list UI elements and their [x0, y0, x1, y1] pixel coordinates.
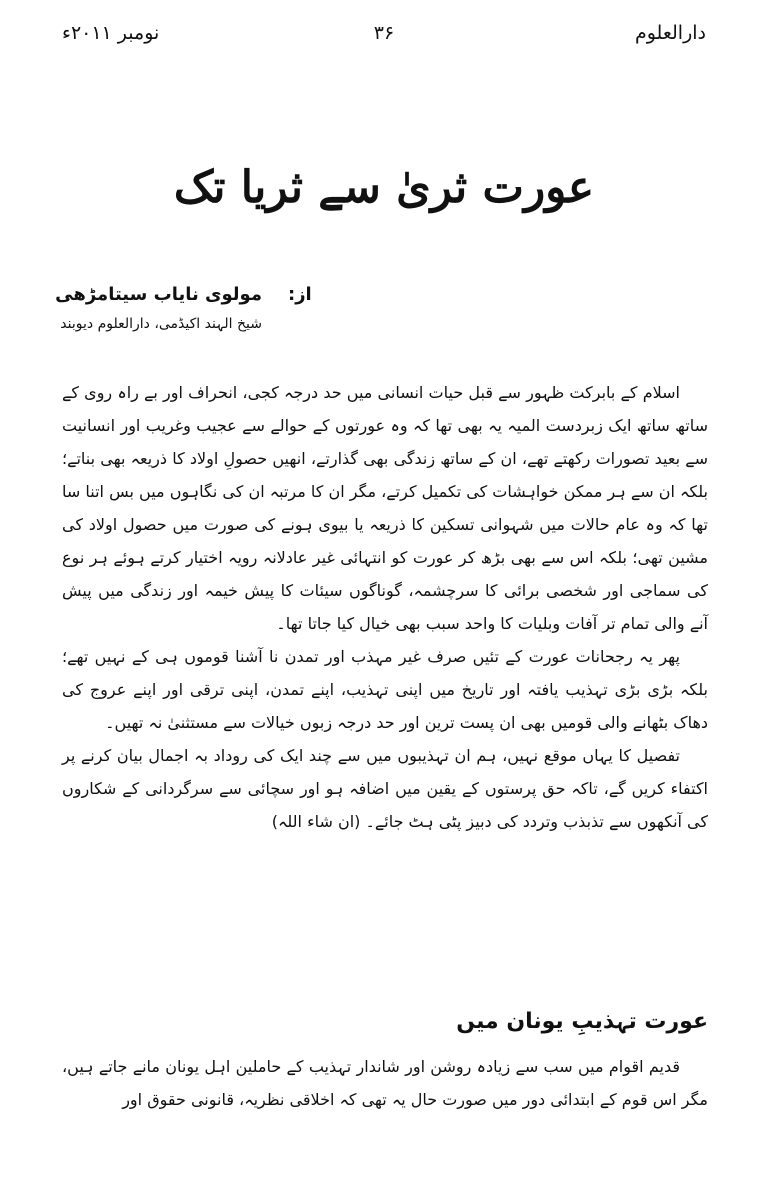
paragraph-3: تفصیل کا یہاں موقع نہیں، ہم ان تہذیبوں میں سے چند ایک کی روداد بہ اجمال بیان کرنے پر اکتفاء کریں گے، تاکہ حق پرستوں کے یقین میں اضافہ ہو اور سچائی سے سرگردانی کے شکاروں کی آنکھوں سے تذبذب وتردد کی دبیز پٹی ہٹ جائے۔ (ان شاء اللہ) [62, 746, 708, 831]
author-name: مولوی نایاب سیتامڑھی [55, 284, 262, 305]
header-journal-name: دارالعلوم [634, 22, 706, 44]
paragraph-2: پھر یہ رجحانات عورت کے تئیں صرف غیر مہذب اور تمدن نا آشنا قوموں ہی کے نہیں تھے؛ بلکہ بڑی بڑی تہذیب یافتہ اور تاریخ میں اپنی تہذیب، اپنے تمدن، اپنی ترقی اور اپنے عروج کی دھاک بٹھانے والی قومیں بھی ان پست ترین اور حد درجہ زبوں خیالات سے مستثنیٰ نہ تھیں۔ [62, 647, 708, 732]
section-body [62, 1050, 708, 1116]
section-heading: عورت تہذیبِ یونان میں [456, 1009, 708, 1034]
article-title: عورت ثریٰ سے ثریا تک [173, 162, 595, 213]
section-paragraph: قدیم اقوام میں سب سے زیادہ روشن اور شاندار تہذیب کے حاملین اہل یونان مانے جاتے ہیں، مگر اس قوم کے ابتدائی دور میں صورت حال یہ تھی کہ اخلاقی نظریہ، قانونی حقوق اور [62, 1057, 708, 1109]
paragraph-1: اسلام کے بابرکت ظہور سے قبل حیات انسانی میں حد درجہ کجی، انحراف اور بے راہ روی کے ساتھ ساتھ ایک زبردست المیہ یہ بھی تھا کہ وہ عورتوں کے حوالے سے عجیب وغریب اور انسانیت سے بعید تصورات رکھتے تھے، ان کے ساتھ زندگی بھی گذارتے، انھیں حصولِ اولاد کا ذریعہ بھی بناتے؛ بلکہ ان سے ہر ممکن خواہشات کی تکمیل کرتے، مگر ان کا مرتبہ ان کی نگاہوں میں بس اتنا سا تھا کہ وہ عام حالات میں شہوانی تسکین کا ذریعہ یا بیوی ہونے کی صورت میں حصول اولاد کی مشین تھی؛ بلکہ اس سے بھی بڑھ کر عورت کو انتہائی غیر عادلانہ رویہ اختیار کرتے ہوئے ہر نوع کی سماجی اور شخصی برائی کا سرچشمہ، گوناگوں سیئات کا پیش خیمہ اور زندگی میں پیش آنے والی تمام تر آفات وبلیات کا واحد سبب بھی خیال کیا جاتا تھا۔ [62, 383, 708, 633]
header-date: نومبر ۲۰۱۱ء [62, 22, 160, 44]
author-from-label: از: [288, 284, 312, 305]
header-page-number: ۳۶ [373, 22, 395, 44]
article-body [62, 376, 708, 838]
author-affiliation: شیخ الہند اکیڈمی، دارالعلوم دیوبند [60, 316, 262, 332]
